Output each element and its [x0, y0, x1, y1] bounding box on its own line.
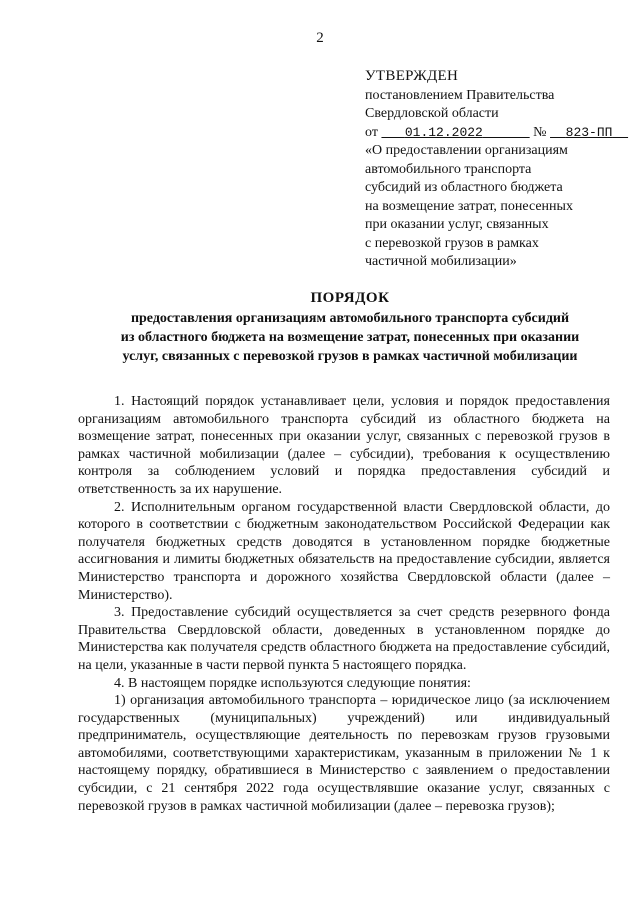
from-label: от [365, 124, 378, 140]
approval-heading: УТВЕРЖДЕН [365, 68, 459, 84]
document-title [60, 290, 640, 366]
approval-line-1: постановлением Правительства [365, 87, 555, 103]
document-body [78, 393, 610, 815]
approval-title-line: при оказании услуг, связанных [365, 217, 549, 232]
approval-title-line: с перевозкой грузов в рамках [365, 235, 539, 251]
approval-block [365, 67, 625, 272]
paragraph-1: 1. Настоящий порядок устанавливает цели, условия и порядок предоставления организациям автомобильного транспорта субсидий из областного бюджета на возмещение затрат, понесенных при оказании услуг, связанных с перевозкой грузов в рамках частичной мобилизации (далее – субсидии), требования к осуществлению контроля за соблюдением условий и порядка предоставления субсидий и ответственность за их нарушение. [78, 394, 610, 497]
paragraph-2: 2. Исполнительным органом государственной власти Свердловской области, до которого в соответствии с бюджетным законодательством Российской Федерации как получателя бюджетных средств доводятся в установленном порядке бюджетные ассигнования и лимиты бюджетных обязательств на предоставление субсидии, является Министерство транспорта и дорожного хозяйства Свердловской области (далее – Министерство). [78, 499, 610, 603]
paragraph-3: 3. Предоставление субсидий осуществляется за счет средств резервного фонда Правительства Свердловской области, доведенных в установленном порядке до Министерства как получателя средств областного бюджета на предоставление субсидий, на цели, указанные в части первой пункта 5 настоящего порядка. [78, 605, 610, 673]
approval-date-line [365, 124, 625, 143]
document-title-sub-line: из областного бюджета на возмещение затрат, понесенных при оказании [120, 330, 580, 345]
page-number: 2 [316, 30, 324, 46]
document-title-sub-line: предоставления организациям автомобильного транспорта субсидий [130, 311, 570, 326]
approval-title-line: субсидий из областного бюджета [365, 180, 563, 195]
paragraph-4-item-1: 1) организация автомобильного транспорта – юридическое лицо (за исключением государственных (муниципальных) учреждений) или индивидуальный предприниматель, осуществляющие деятельность по перевозкам грузов грузовыми автомобилями, соответствующими характеристикам, указанным в приложении № 1 к настоящему порядку, обратившиеся в Министерство с заявлением о предоставлении субсидии, с 21 сентября 2022 года осуществлявшие оказание услуг, связанных с перевозкой грузов в рамках частичной мобилизации (далее – перевозка грузов); [78, 693, 610, 814]
approval-title-line: частичной мобилизации» [365, 254, 517, 269]
approval-number: 823-ПП [565, 124, 613, 140]
approval-title-line: «О предоставлении организациям [365, 143, 568, 158]
paragraph-4: 4. В настоящем порядке используются следующие понятия: [114, 675, 471, 691]
document-title-main: ПОРЯДОК [310, 290, 390, 306]
document-title-sub-line: услуг, связанных с перевозкой грузов в рамках частичной мобилизации [122, 349, 578, 364]
number-label: № [533, 124, 547, 140]
approval-date: 01.12.2022 [404, 124, 483, 140]
approval-title-line: автомобильного транспорта [365, 161, 532, 177]
approval-title-line: на возмещение затрат, понесенных [365, 198, 573, 214]
approval-line-2: Свердловской области [365, 106, 499, 121]
